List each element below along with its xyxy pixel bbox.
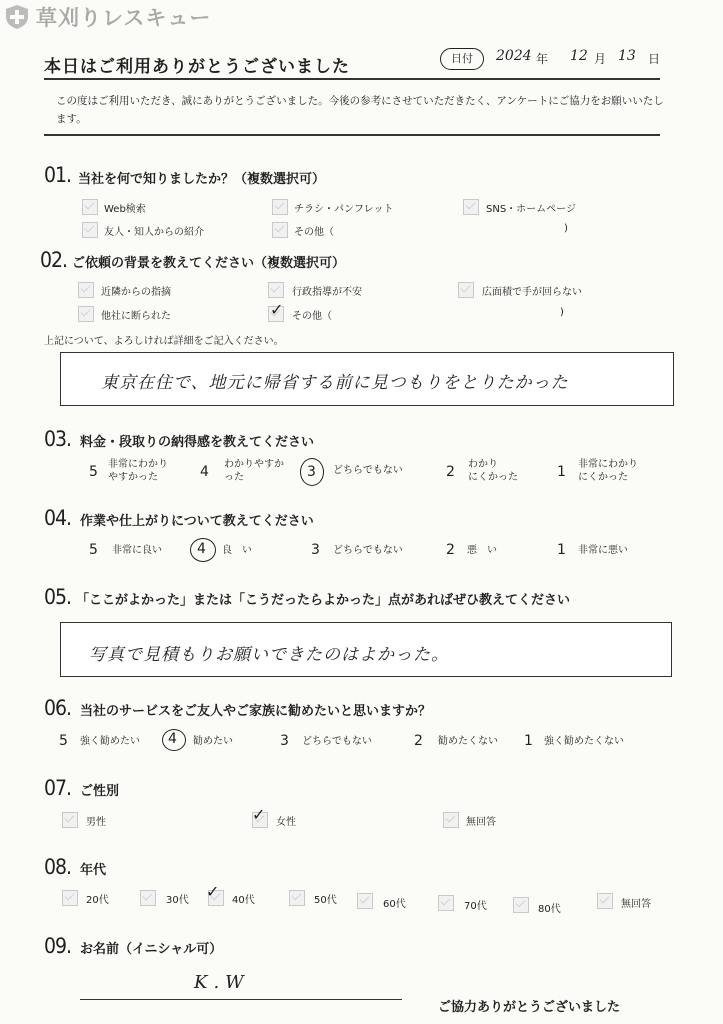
q3-scale-3-number[interactable]: 3 [307, 464, 316, 480]
q3-number: 03. [44, 427, 72, 451]
q6-number: 06. [44, 696, 72, 720]
q8-checkbox-no-answer[interactable] [597, 893, 613, 909]
q7-number: 07. [44, 776, 72, 800]
q7-question: ご性別 [80, 784, 120, 799]
q4-scale-4-label: 良 い [222, 545, 252, 556]
q8-checkbox-50s[interactable] [289, 890, 305, 906]
q2-detail-box[interactable] [60, 352, 674, 406]
q5-question: 「ここがよかった」または「こうだったらよかった」点があればぜひ教えてください [76, 593, 571, 608]
header-divider [44, 78, 660, 80]
q6-scale-5-label: 強く勧めたい [80, 736, 140, 747]
date-label: 日付 [440, 48, 484, 70]
q4-question: 作業や仕上がりについて教えてください [80, 514, 314, 529]
q2-other-check-mark: ✓ [270, 300, 284, 319]
q2-option-neighbor: 近隣からの指摘 [101, 287, 171, 298]
q4-scale-3-label: どちらでもない [333, 545, 403, 556]
q8-option-no-answer: 無回答 [621, 899, 651, 910]
q7-option-no-answer: 無回答 [466, 817, 496, 828]
q3-question: 料金・段取りの納得感を教えてください [80, 435, 315, 450]
q3-scale-1-label-2: にくかった [578, 472, 628, 483]
q2-question: ご依頼の背景を教えてください（複数選択可） [72, 256, 346, 271]
q3-scale-2-number[interactable]: 2 [446, 464, 455, 480]
q3-scale-1-label-1: 非常にわかり [578, 459, 638, 470]
q8-question: 年代 [80, 863, 107, 878]
q2-option-admin: 行政指導が不安 [292, 287, 362, 298]
q6-scale-4-number[interactable]: 4 [168, 731, 177, 747]
q9-name-answer: K.W [194, 972, 250, 993]
intro-text: この度はご利用いただき、誠にありがとうございました。今後の参考にさせていただきたく、アンケートにご協力をお願いいたします。 [56, 95, 664, 125]
q2-option-declined: 他社に断られた [101, 311, 171, 322]
q3-scale-2-label-2: にくかった [468, 472, 518, 483]
q6-scale-3-label: どちらでもない [302, 736, 372, 747]
q8-number: 08. [44, 855, 72, 879]
q6-scale-2-number[interactable]: 2 [414, 733, 423, 749]
q1-option-flyer: チラシ・パンフレット [294, 204, 394, 215]
brand-name: 草刈りレスキュー [36, 6, 212, 30]
q6-question: 当社のサービスをご友人やご家族に勧めたいと思いますか？ [80, 704, 432, 719]
date-month-unit: 月 [594, 52, 607, 66]
q1-checkbox-friend[interactable] [82, 222, 98, 238]
q4-scale-1-label: 非常に悪い [578, 545, 628, 556]
q8-option-70s: 70代 [464, 901, 487, 912]
q1-checkbox-flyer[interactable] [272, 199, 288, 215]
q3-scale-5-number[interactable]: 5 [89, 464, 98, 480]
q4-scale-4-number[interactable]: 4 [197, 541, 206, 557]
q7-female-check-mark: ✓ [252, 805, 266, 824]
q2-checkbox-large[interactable] [458, 282, 474, 298]
q2-checkbox-neighbor[interactable] [78, 282, 94, 298]
page-title: 本日はご利用ありがとうございました [44, 57, 350, 77]
q6-scale-5-number[interactable]: 5 [59, 733, 68, 749]
q1-checkbox-sns[interactable] [463, 199, 479, 215]
q1-number: 01. [44, 163, 72, 187]
q3-scale-4-label-2: った [224, 472, 244, 483]
q4-scale-2-number[interactable]: 2 [446, 542, 455, 558]
brand-logo [4, 2, 211, 32]
q1-question: 当社を何で知りましたか？（複数選択可） [78, 172, 326, 187]
q4-scale-5-label: 非常に良い [112, 545, 162, 556]
q5-answer-box[interactable] [60, 622, 672, 677]
q8-40s-check-mark: ✓ [206, 882, 220, 901]
q8-checkbox-30s[interactable] [140, 890, 156, 906]
q6-scale-1-label: 強く勧めたくない [544, 736, 624, 747]
q3-scale-5-label-1: 非常にわかり [108, 459, 168, 470]
q3-scale-4-number[interactable]: 4 [200, 464, 209, 480]
q7-option-female: 女性 [276, 817, 296, 828]
intro-divider [44, 134, 660, 136]
q8-checkbox-20s[interactable] [62, 890, 78, 906]
q5-number: 05. [44, 585, 72, 609]
q7-option-male: 男性 [86, 817, 106, 828]
q9-question: お名前（イニシャル可） [80, 942, 223, 957]
q1-option-friend: 友人・知人からの紹介 [104, 227, 204, 238]
q9-number: 09. [44, 934, 72, 958]
q6-scale-4-label: 勧めたい [193, 736, 233, 747]
q4-scale-5-number[interactable]: 5 [89, 542, 98, 558]
q8-option-60s: 60代 [383, 899, 406, 910]
q3-scale-2-label-1: わかり [468, 459, 498, 470]
date-year: 2024 [496, 48, 532, 64]
q2-checkbox-declined[interactable] [78, 306, 94, 322]
q7-checkbox-male[interactable] [62, 812, 78, 828]
q3-scale-4-label-1: わかりやすか [224, 459, 284, 470]
q8-option-50s: 50代 [314, 895, 337, 906]
q1-other-close: ) [564, 223, 568, 234]
date-day: 13 [618, 48, 636, 64]
q5-answer: 写真で見積もりお願いできたのはよかった。 [89, 645, 449, 665]
q4-scale-1-number[interactable]: 1 [557, 542, 566, 558]
q8-checkbox-60s[interactable] [357, 893, 373, 909]
q6-scale-2-label: 勧めたくない [438, 736, 498, 747]
q6-scale-1-number[interactable]: 1 [524, 733, 533, 749]
q3-scale-3-label-1: どちらでもない [333, 465, 403, 476]
q2-detail-answer: 東京在住で、地元に帰省する前に見つもりをとりたかった [101, 373, 569, 393]
q6-scale-3-number[interactable]: 3 [280, 733, 289, 749]
date-day-unit: 日 [648, 52, 661, 66]
q8-checkbox-80s[interactable] [513, 897, 529, 913]
date-month: 12 [570, 48, 588, 64]
q1-option-sns: SNS・ホームページ [486, 204, 576, 215]
q8-option-20s: 20代 [86, 895, 109, 906]
q3-scale-1-number[interactable]: 1 [557, 464, 566, 480]
q8-option-40s: 40代 [232, 895, 255, 906]
q8-option-80s: 80代 [538, 904, 561, 915]
footer-thanks: ご協力ありがとうございました [438, 1000, 621, 1015]
cross-shield-icon [4, 4, 30, 30]
q4-scale-2-label: 悪 い [467, 545, 497, 556]
q1-checkbox-other[interactable] [272, 222, 288, 238]
q3-scale-5-label-2: やすかった [108, 472, 158, 483]
q2-checkbox-admin[interactable] [268, 282, 284, 298]
q9-name-underline[interactable] [80, 999, 402, 1000]
q2-other-close: ) [560, 307, 564, 318]
q2-option-other: その他（ [292, 311, 332, 322]
q8-checkbox-70s[interactable] [438, 895, 454, 911]
q2-option-large: 広面積で手が回らない [482, 287, 582, 298]
q7-checkbox-no-answer[interactable] [443, 812, 459, 828]
q1-checkbox-web[interactable] [82, 199, 98, 215]
q2-number: 02. [40, 248, 68, 272]
q8-option-30s: 30代 [166, 895, 189, 906]
q4-scale-3-number[interactable]: 3 [311, 542, 320, 558]
q2-detail-label: 上記について、よろしければ詳細をご記入ください。 [44, 336, 284, 347]
date-year-unit: 年 [536, 52, 549, 66]
q4-number: 04. [44, 506, 72, 530]
q1-option-other: その他（ [294, 227, 334, 238]
q1-option-web: Web検索 [104, 204, 146, 215]
